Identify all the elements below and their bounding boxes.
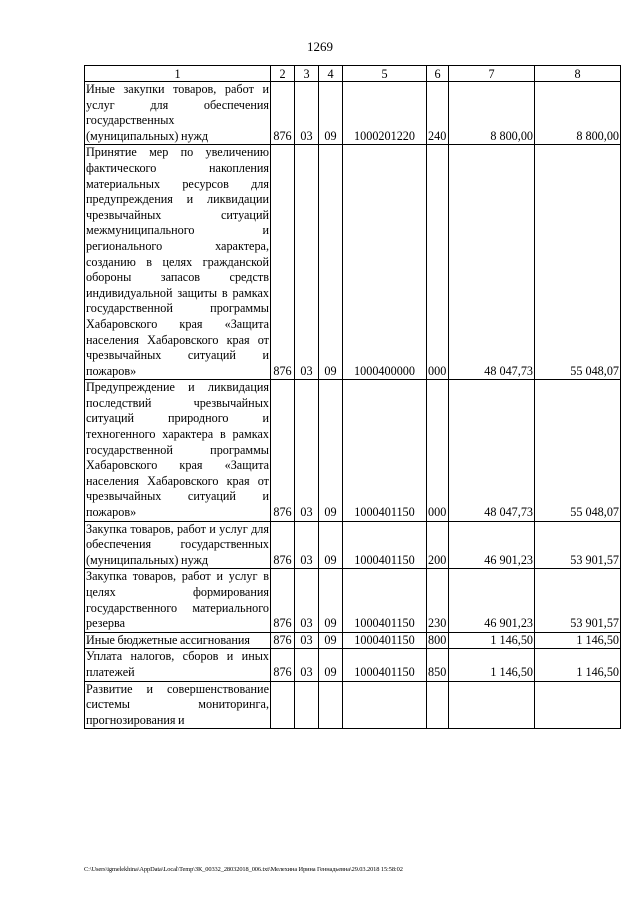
table-row — [85, 681, 621, 729]
subsection-code — [319, 681, 343, 729]
section-code: 03 — [295, 632, 319, 649]
row-name: Иные закупки товаров, работ и услуг для обеспечения государственных (муниципальных) нужд — [85, 82, 271, 145]
amount-year-2: 55 048,07 — [535, 145, 621, 380]
expense-type-code: 230 — [427, 569, 449, 632]
target-article-code: 1000401150 — [343, 569, 427, 632]
header-row — [85, 66, 621, 82]
column-header: 2 — [271, 66, 295, 82]
target-article-code: 1000401150 — [343, 649, 427, 681]
expense-type-code: 000 — [427, 145, 449, 380]
column-header: 3 — [295, 66, 319, 82]
section-code: 03 — [295, 82, 319, 145]
budget-table — [84, 65, 621, 729]
column-header: 4 — [319, 66, 343, 82]
row-name: Уплата налогов, сборов и иных платежей — [85, 649, 271, 681]
expense-type-code: 240 — [427, 82, 449, 145]
table-row — [85, 632, 621, 649]
amount-year-1: 48 047,73 — [449, 145, 535, 380]
section-code: 03 — [295, 380, 319, 521]
target-article-code: 1000400000 — [343, 145, 427, 380]
amount-year-1: 48 047,73 — [449, 380, 535, 521]
row-name: Принятие мер по увеличению фактического накопления материальных ресурсов для предупреждения и ликвидации чрезвычайных ситуаций межмуниципального и регионального характера, созданию в целях гражданской обороны запасов средств индивидуальной защиты в рамках государственной программы Хабаровского края «Защита населения Хабаровского края от чрезвычайных ситуаций и пожаров» — [85, 145, 271, 380]
subsection-code: 09 — [319, 82, 343, 145]
amount-year-1: 46 901,23 — [449, 521, 535, 569]
ministry-code: 876 — [271, 649, 295, 681]
row-name: Закупка товаров, работ и услуг в целях формирования государственного материального резерва — [85, 569, 271, 632]
expense-type-code — [427, 681, 449, 729]
section-code: 03 — [295, 521, 319, 569]
subsection-code: 09 — [319, 569, 343, 632]
target-article-code: 1000201220 — [343, 82, 427, 145]
target-article-code: 1000401150 — [343, 380, 427, 521]
amount-year-2: 53 901,57 — [535, 521, 621, 569]
section-code — [295, 681, 319, 729]
target-article-code — [343, 681, 427, 729]
page-number: 1269 — [307, 39, 333, 54]
file-path-footer: C:\Users\igmelekhina\AppData\Local\Temp\ЗК_00332_28032018_006.txt\Мелехина Ирина Геннадьевна\29.03.2018 15:58:02 — [84, 866, 403, 873]
column-header: 6 — [427, 66, 449, 82]
expense-type-code: 000 — [427, 380, 449, 521]
ministry-code — [271, 681, 295, 729]
ministry-code: 876 — [271, 521, 295, 569]
subsection-code: 09 — [319, 649, 343, 681]
amount-year-1: 1 146,50 — [449, 649, 535, 681]
table-row — [85, 649, 621, 681]
ministry-code: 876 — [271, 632, 295, 649]
amount-year-1: 1 146,50 — [449, 632, 535, 649]
table-row — [85, 521, 621, 569]
table-row — [85, 82, 621, 145]
ministry-code: 876 — [271, 569, 295, 632]
expense-type-code: 200 — [427, 521, 449, 569]
column-header: 8 — [535, 66, 621, 82]
amount-year-2 — [535, 681, 621, 729]
table-row — [85, 569, 621, 632]
subsection-code: 09 — [319, 380, 343, 521]
subsection-code: 09 — [319, 145, 343, 380]
amount-year-2: 55 048,07 — [535, 380, 621, 521]
table-row — [85, 380, 621, 521]
target-article-code: 1000401150 — [343, 632, 427, 649]
ministry-code: 876 — [271, 380, 295, 521]
subsection-code: 09 — [319, 521, 343, 569]
expense-type-code: 800 — [427, 632, 449, 649]
subsection-code: 09 — [319, 632, 343, 649]
row-name: Развитие и совершенствование системы мониторинга, прогнозирования и — [85, 681, 271, 729]
amount-year-2: 1 146,50 — [535, 649, 621, 681]
column-header: 5 — [343, 66, 427, 82]
amount-year-1: 8 800,00 — [449, 82, 535, 145]
expense-type-code: 850 — [427, 649, 449, 681]
table-row — [85, 145, 621, 380]
target-article-code: 1000401150 — [343, 521, 427, 569]
amount-year-2: 8 800,00 — [535, 82, 621, 145]
column-header: 7 — [449, 66, 535, 82]
amount-year-1: 46 901,23 — [449, 569, 535, 632]
ministry-code: 876 — [271, 145, 295, 380]
ministry-code: 876 — [271, 82, 295, 145]
amount-year-2: 1 146,50 — [535, 632, 621, 649]
section-code: 03 — [295, 649, 319, 681]
row-name: Предупреждение и ликвидация последствий чрезвычайных ситуаций природного и техногенного характера в рамках государственной программы Хабаровского края «Защита населения Хабаровского края от чрезвычайных ситуаций и пожаров» — [85, 380, 271, 521]
column-header: 1 — [85, 66, 271, 82]
row-name: Иные бюджетные ассигнования — [85, 632, 271, 649]
row-name: Закупка товаров, работ и услуг для обеспечения государственных (муниципальных) нужд — [85, 521, 271, 569]
section-code: 03 — [295, 145, 319, 380]
section-code: 03 — [295, 569, 319, 632]
amount-year-2: 53 901,57 — [535, 569, 621, 632]
amount-year-1 — [449, 681, 535, 729]
